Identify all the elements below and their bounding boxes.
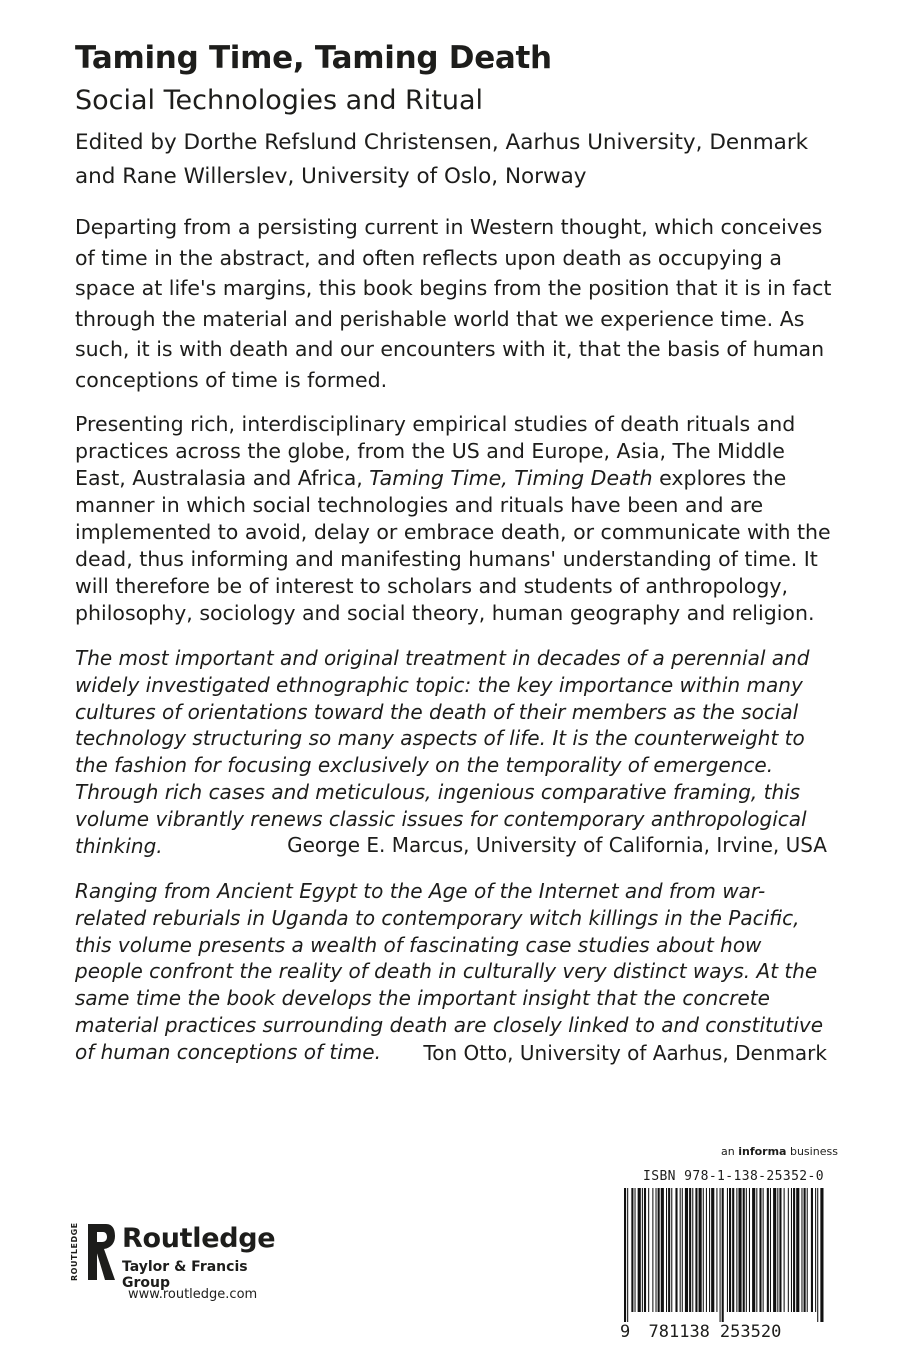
endorsement-quote-2: Ranging from Ancient Egypt to the Age of the Internet and from war-related reburials in Uganda to contemporary witch killings in the Pacific, this volume presents a wealth of fascinating case studies about how people confront the reality of death in culturally very distinct ways. At the same time the book develops the important insight that the concrete material practices surrounding death are closely linked to and constitutive of human conceptions of time. xyxy=(75,879,824,1064)
barcode-stripe xyxy=(671,1188,672,1312)
barcode-stripe xyxy=(661,1188,664,1312)
publisher-group: Taylor & Francis Group xyxy=(122,1259,248,1291)
p2-book-title-italic: Taming Time, Timing Death xyxy=(369,466,653,490)
barcode-stripe xyxy=(784,1188,785,1312)
ean-digits xyxy=(620,1322,781,1342)
barcode-stripe xyxy=(631,1188,633,1312)
barcode-stripe xyxy=(709,1188,710,1312)
barcode-stripe xyxy=(648,1188,649,1312)
barcode-stripe xyxy=(685,1188,688,1312)
routledge-logo xyxy=(70,1222,300,1291)
barcode-stripe xyxy=(779,1188,781,1312)
barcode-stripe xyxy=(656,1188,657,1312)
barcode-stripe xyxy=(703,1188,704,1312)
barcode-stripe xyxy=(699,1188,702,1312)
barcode-stripe xyxy=(743,1188,745,1312)
barcode-stripe xyxy=(706,1188,707,1312)
barcode-stripe xyxy=(767,1188,769,1312)
isbn-number: ISBN 978-1-138-25352-0 xyxy=(643,1169,824,1184)
barcode-stripe xyxy=(716,1188,717,1312)
barcode-stripe xyxy=(773,1188,776,1312)
barcode-stripe xyxy=(635,1188,636,1312)
barcode-stripe xyxy=(815,1188,816,1312)
barcode-stripe xyxy=(627,1188,628,1322)
barcode-stripe xyxy=(689,1188,691,1312)
p2-text-end: explores the manner in which social technologies and rituals have been and are implemented to avoid, delay or embrace death, or communicate with the dead, thus informing and manifesting humans' understanding of time. It will therefore be of interest to scholars and students of anthropology, philosophy, sociology and social theory, human geography and religion. xyxy=(75,466,831,625)
barcode-stripe xyxy=(804,1188,806,1312)
barcode-stripe xyxy=(736,1188,737,1312)
barcode-stripe xyxy=(791,1188,792,1312)
ean-right-group: 253520 xyxy=(719,1322,782,1342)
barcode-stripe xyxy=(738,1188,741,1312)
barcode-stripe xyxy=(763,1188,764,1312)
barcode-stripe xyxy=(675,1188,677,1312)
editors-line-2: and Rane Willerslev, University of Oslo, Norway xyxy=(75,164,587,189)
barcode-stripe xyxy=(759,1188,761,1312)
p2-text-start: Presenting rich, interdisciplinary empirical studies of death rituals and practices across the globe, from the US and Europe, Asia, The Middle East, Australasia and Africa, xyxy=(75,412,796,490)
barcode-stripe xyxy=(727,1188,728,1312)
barcode-stripe xyxy=(777,1188,778,1312)
barcode-stripe xyxy=(756,1188,757,1312)
barcode-stripe xyxy=(658,1188,660,1312)
barcode-stripe xyxy=(692,1188,693,1312)
endorsement-author-2: Ton Otto, University of Aarhus, Denmark xyxy=(423,1041,827,1065)
endorsement-quote-1: The most important and original treatment in decades of a perennial and widely investigated ethnographic topic: the key importance within many cultures of orientations toward the death of their members as the social technology structuring so many aspects of life. It is the counterweight to the fashion for focusing exclusively on the temporality of emergence. Through rich cases and meticulous, ingenious comparative framing, this volume vibrantly renews classic issues for contemporary anthropological thinking. xyxy=(75,646,810,858)
barcode-stripe xyxy=(811,1188,813,1312)
barcode-stripe xyxy=(642,1188,643,1312)
informa-suffix: business xyxy=(786,1145,838,1158)
ean-first-digit: 9 xyxy=(620,1322,631,1342)
barcode-stripe xyxy=(788,1188,789,1312)
barcode-stripe xyxy=(770,1188,771,1312)
barcode-stripe xyxy=(801,1188,802,1312)
publisher-website: www.routledge.com xyxy=(128,1287,258,1302)
barcode-stripe xyxy=(644,1188,646,1312)
barcode-stripe xyxy=(695,1188,697,1312)
description-paragraph-1: Departing from a persisting current in Western thought, which conceives of time in the abstract, and often reflects upon death as occupying a space at life's margins, this book begins from the position that it is in fact through the material and perishable world that we experience time. As such, it is with death and our encounters with it, that the basis of human conceptions of time is formed. xyxy=(75,215,832,392)
publisher-name: Routledge xyxy=(122,1223,276,1254)
barcode-stripe xyxy=(624,1188,626,1322)
barcode-stripe xyxy=(720,1188,721,1322)
barcode-stripe xyxy=(680,1188,681,1312)
informa-brand: informa xyxy=(738,1145,787,1158)
barcode-stripe xyxy=(682,1188,683,1312)
barcode-stripe xyxy=(729,1188,731,1312)
informa-prefix: an xyxy=(721,1145,739,1158)
book-subtitle: Social Technologies and Ritual xyxy=(75,85,484,116)
description-paragraph-2 xyxy=(75,411,835,627)
barcode-stripe xyxy=(796,1188,799,1312)
logo-side-text: ROUTLEDGE xyxy=(70,1222,79,1282)
routledge-mark-icon xyxy=(86,1222,116,1282)
barcode-stripe xyxy=(652,1188,653,1312)
barcode-stripe xyxy=(749,1188,750,1312)
ean-left-group: 781138 xyxy=(648,1322,710,1342)
book-title: Taming Time, Taming Death xyxy=(75,40,552,76)
editors-line-1: Edited by Dorthe Refslund Christensen, Aarhus University, Denmark xyxy=(75,130,809,155)
barcode-stripe xyxy=(722,1188,724,1322)
barcode-stripe xyxy=(668,1188,670,1312)
barcode-stripe xyxy=(820,1188,823,1322)
barcode-stripe xyxy=(807,1188,808,1312)
editors-credit xyxy=(75,126,835,194)
barcode-stripe xyxy=(638,1188,641,1312)
barcode-stripe xyxy=(746,1188,747,1312)
barcode-stripe xyxy=(666,1188,667,1312)
barcode-icon xyxy=(618,1188,828,1322)
endorsement-author-1: George E. Marcus, University of California, Irvine, USA xyxy=(287,833,827,857)
barcode-stripe xyxy=(732,1188,734,1312)
barcode-stripe xyxy=(793,1188,795,1312)
barcode-stripe xyxy=(752,1188,755,1312)
informa-tagline xyxy=(721,1145,838,1158)
barcode-stripe xyxy=(711,1188,714,1312)
barcode-stripe xyxy=(817,1188,818,1322)
